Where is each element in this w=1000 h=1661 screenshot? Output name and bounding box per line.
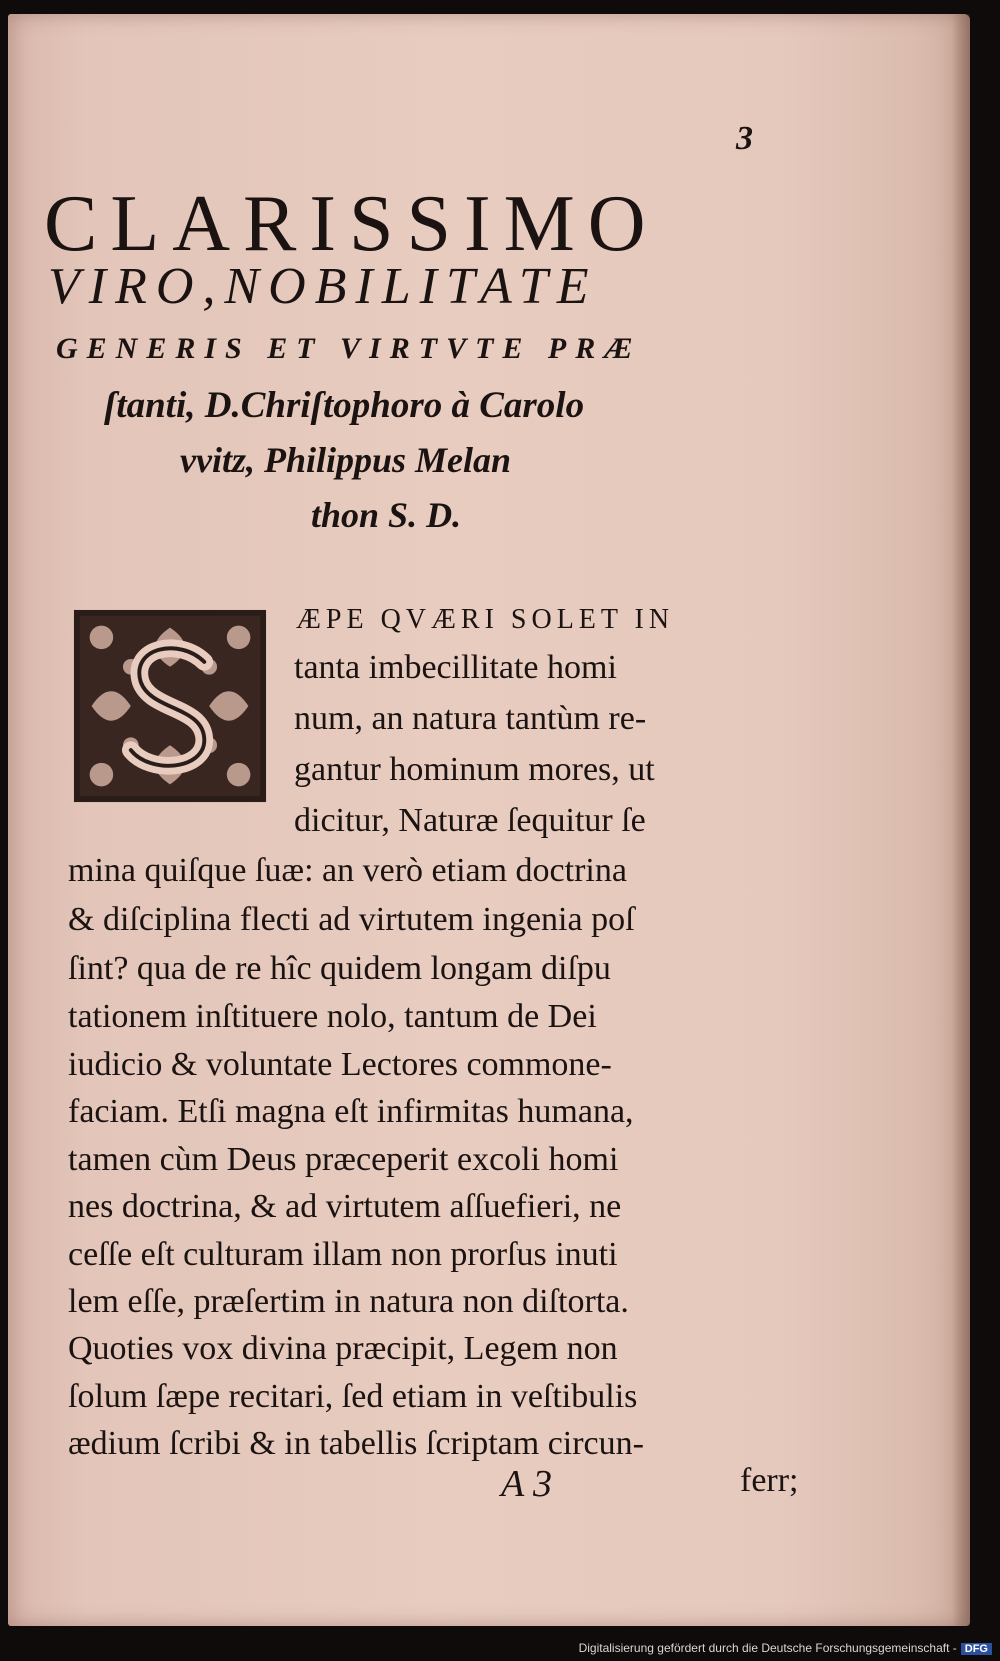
body-line: mina quiſque ſuæ: an verò etiam doctrina (68, 852, 627, 889)
decorated-initial-s-icon (72, 608, 268, 804)
body-line: tationem inſtituere nolo, tantum de Dei (68, 998, 597, 1035)
title-line-2: VIRO,NOBILITATE (48, 258, 598, 315)
book-page (8, 14, 970, 1626)
title-line-1: CLARISSIMO (44, 180, 659, 268)
body-line: num, an natura tantùm re- (294, 700, 647, 737)
catchword: ferr; (740, 1462, 799, 1499)
body-line: dicitur, Naturæ ſequitur ſe (294, 802, 646, 839)
credit-text: Digitalisierung gefördert durch die Deutsche Forschungsgemeinschaft - (578, 1641, 957, 1655)
signature-mark: A 3 (501, 1463, 553, 1505)
dfg-logo: DFG (961, 1643, 992, 1655)
body-line: faciam. Etſi magna eſt infirmitas humana, (68, 1093, 634, 1130)
body-line: Quoties vox divina præcipit, Legem non (68, 1330, 618, 1367)
body-line: gantur hominum mores, ut (294, 751, 655, 788)
body-line: ædium ſcribi & in tabellis ſcriptam circun- (68, 1425, 644, 1462)
page-edge-shadow (952, 14, 970, 1626)
page-number: 3 (736, 120, 753, 157)
digitization-credit (579, 1641, 992, 1655)
body-line: tanta imbecillitate homi (294, 649, 617, 686)
title-line-6: thon S. D. (311, 495, 462, 535)
body-line: ſolum ſæpe recitari, ſed etiam in veſtibulis (68, 1378, 638, 1415)
body-line: ceſſe eſt culturam illam non prorſus inuti (68, 1236, 618, 1273)
body-line: iudicio & voluntate Lectores commone- (68, 1046, 612, 1083)
opening-capitals: ÆPE QVÆRI SOLET IN (296, 604, 675, 635)
body-line: ſint? qua de re hîc quidem longam diſpu (68, 950, 611, 987)
title-line-4: ſtanti, D.Chriſtophoro à Carolo (104, 385, 585, 426)
body-line: tamen cùm Deus præceperit excoli homi (68, 1141, 619, 1178)
body-line: & diſciplina flecti ad virtutem ingenia poſ (68, 901, 635, 938)
title-line-3: GENERIS ET VIRTVTE PRÆ (56, 332, 642, 365)
title-line-5: vvitz, Philippus Melan (180, 440, 512, 480)
body-line: lem eſſe, præſertim in natura non diſtorta. (68, 1283, 629, 1320)
body-line: nes doctrina, & ad virtutem aſſuefieri, ne (68, 1188, 622, 1225)
